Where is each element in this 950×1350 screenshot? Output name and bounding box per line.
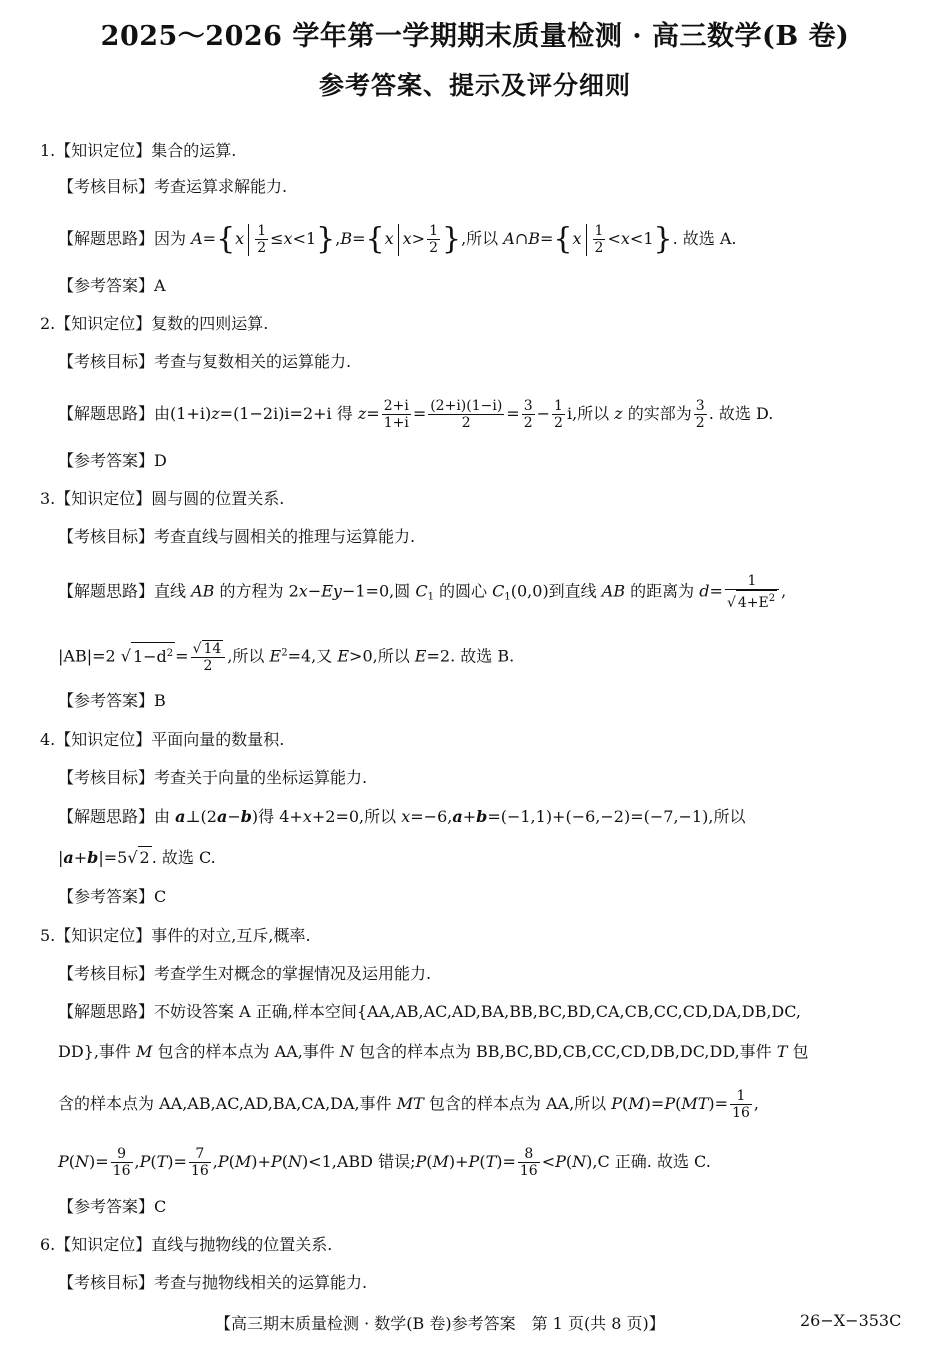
q5-solution-line4: P(N)= $\frac{9}{16}$ ,P(T)= $\frac{7}{16}$ ,P(M)+P(N)<1,ABD 错误;P(M)+P(T)= $\frac{8}{16}$ <P(N),C 正确. 故选 C. bbox=[58, 1146, 711, 1179]
q2-objective: 【考核目标】考查与复数相关的运算能力. bbox=[58, 352, 352, 371]
q1-objective: 【考核目标】考查运算求解能力. bbox=[58, 177, 288, 196]
q3-knowledge: 3.【知识定位】圆与圆的位置关系. bbox=[40, 489, 285, 508]
q2-solution: 【解题思路】由(1+i)z=(1−2i)i=2+i 得 z= $\frac{2+i}{1+i}$ = $\frac{(2+i)(1-i)}{2}$ = $\frac{3}{2}$ − $\frac{1}{2}$ i,所以 z 的实部为 $\frac{3}{2}$ . 故选 D. bbox=[58, 398, 774, 431]
q4-knowledge: 4.【知识定位】平面向量的数量积. bbox=[40, 730, 285, 749]
q1-solution: 【解题思路】因为 A={x $\frac{1}{2}$ ≤x<1},B={x x> $\frac{1}{2}$ },所以 A∩B={x $\frac{1}{2}$ <x<1}. 故选 A. bbox=[58, 221, 737, 257]
page-subtitle: 参考答案、提示及评分细则 bbox=[318, 71, 631, 100]
q2-knowledge: 2.【知识定位】复数的四则运算. bbox=[40, 314, 269, 333]
q4-solution-line2: |a+b|=5√ 2 . 故选 C. bbox=[58, 848, 216, 867]
q1-answer: 【参考答案】A bbox=[58, 276, 166, 295]
q4-answer: 【参考答案】C bbox=[58, 887, 167, 906]
footer-doc-code: 26−X−353C bbox=[800, 1311, 902, 1330]
q5-solution-line2: DD},事件 M 包含的样本点为 AA,事件 N 包含的样本点为 BB,BC,BD,CB,CC,CD,DB,DC,DD,事件 T 包 bbox=[58, 1042, 809, 1061]
q6-knowledge: 6.【知识定位】直线与抛物线的位置关系. bbox=[40, 1235, 333, 1254]
q5-solution-line3: 含的样本点为 AA,AB,AC,AD,BA,CA,DA,事件 MT 包含的样本点为 AA,所以 P(M)=P(MT)= $\frac{1}{16}$ , bbox=[58, 1088, 759, 1121]
page-title: 2025～2026 学年第一学期期末质量检测 · 高三数学(B 卷) bbox=[100, 21, 850, 52]
q5-objective: 【考核目标】考查学生对概念的掌握情况及运用能力. bbox=[58, 964, 432, 983]
q3-solution-line2: |AB|=2 √ $1-d^2$ = $\frac{√ 14}{2}$ ,所以 $E^2=4$,又 E>0,所以 E=2. 故选 B. bbox=[58, 641, 515, 674]
q5-answer: 【参考答案】C bbox=[58, 1197, 167, 1216]
q2-answer: 【参考答案】D bbox=[58, 451, 167, 470]
footer-page-info: 【高三期末质量检测 · 数学(B 卷)参考答案 第 1 页(共 8 页)】 bbox=[215, 1314, 665, 1333]
q6-objective: 【考核目标】考查与抛物线相关的运算能力. bbox=[58, 1273, 368, 1292]
q5-knowledge: 5.【知识定位】事件的对立,互斥,概率. bbox=[40, 926, 311, 945]
q4-solution-line1: 【解题思路】由 a⊥(2a−b)得 4+x+2=0,所以 x=−6,a+b=(−1,1)+(−6,−2)=(−7,−1),所以 bbox=[58, 807, 746, 826]
q3-objective: 【考核目标】考查直线与圆相关的推理与运算能力. bbox=[58, 527, 416, 546]
q3-solution-line1: 【解题思路】直线 AB 的方程为 2x−Ey−1=0,圆 $C_1$ 的圆心 $C_1(0,0)$到直线 AB 的距离为 d= $\frac{1}{√ 4+E^2}$ , bbox=[58, 573, 787, 611]
q5-solution-line1: 【解题思路】不妨设答案 A 正确,样本空间{AA,AB,AC,AD,BA,BB,BC,BD,CA,CB,CC,CD,DA,DB,DC, bbox=[58, 1002, 802, 1021]
q1-knowledge: 1.【知识定位】集合的运算. bbox=[40, 141, 237, 160]
q4-objective: 【考核目标】考查关于向量的坐标运算能力. bbox=[58, 768, 368, 787]
q3-answer: 【参考答案】B bbox=[58, 691, 166, 710]
